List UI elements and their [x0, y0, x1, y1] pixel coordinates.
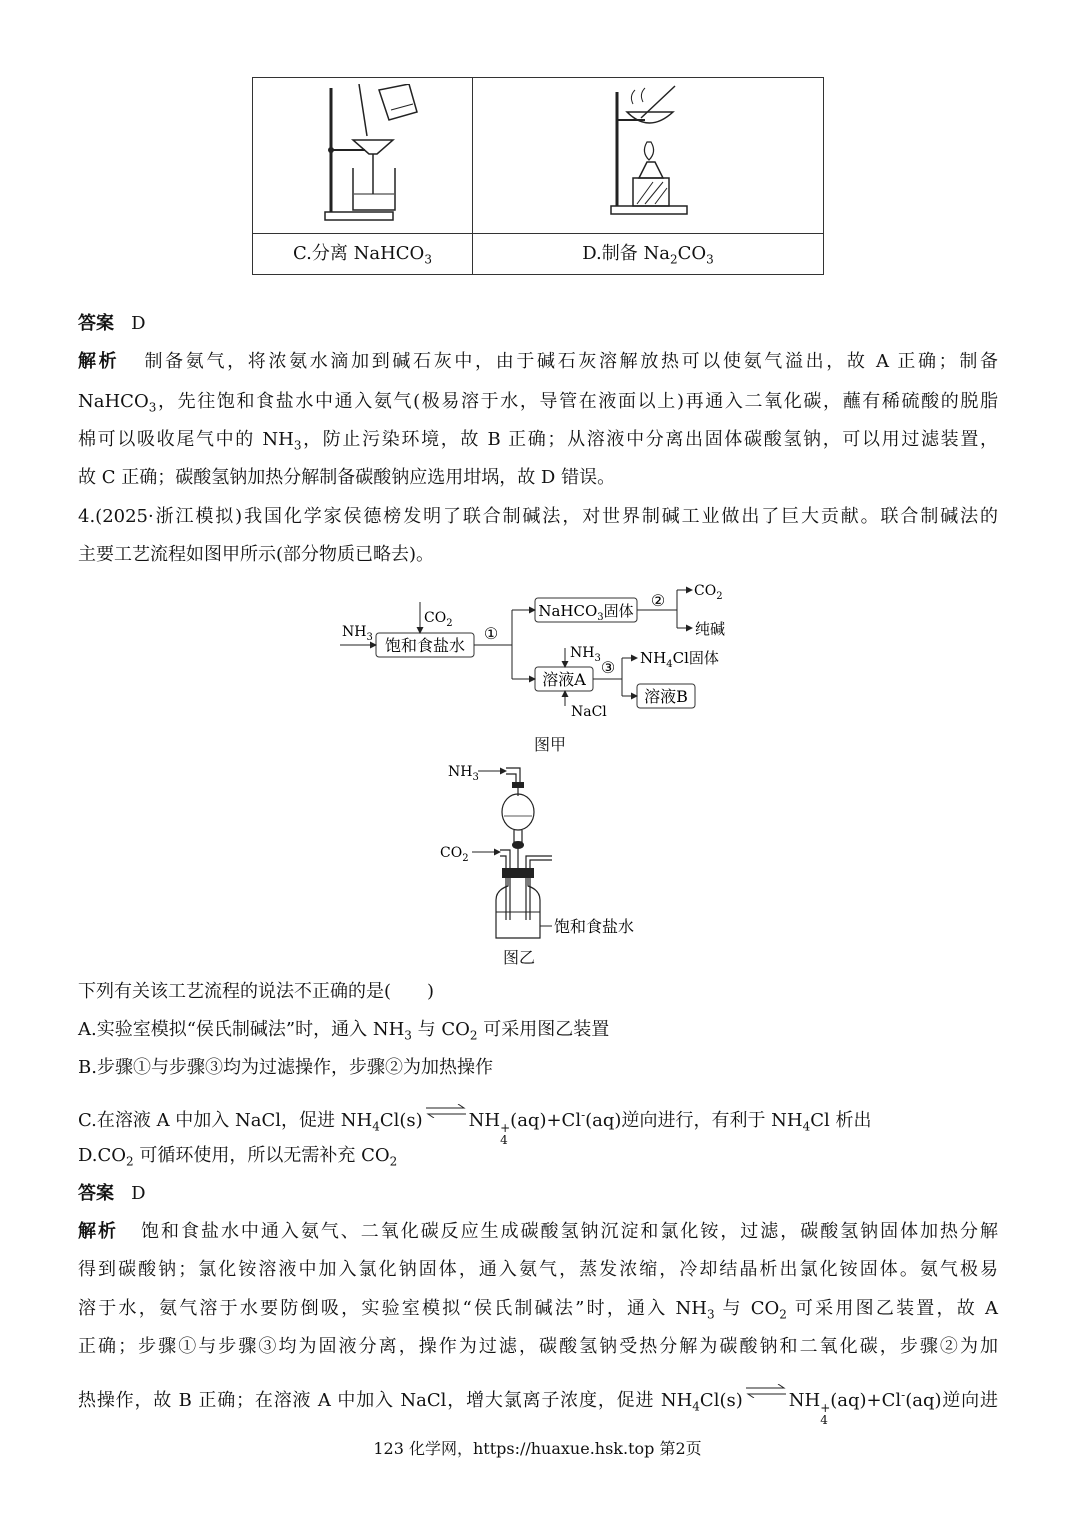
flow-out-nh4cl: $NH_4Cl$固体 [640, 649, 719, 670]
answer-2: 答案 D [78, 1183, 146, 1204]
figure-yi-caption: 图乙 [503, 948, 536, 967]
caption-c: C.分离 NaHCO$_3$ [293, 243, 432, 267]
flow-nh3-2-label: $NH_3$ [570, 645, 601, 664]
fig2-co2-label: $CO_2$ [440, 845, 469, 864]
option-b: B.步骤①与步骤③均为过滤操作，步骤②为加热操作 [78, 1057, 493, 1078]
flow-out-soda: 纯碱 [695, 620, 726, 638]
analysis-1-line-2: NaHCO$_3$，先往饱和食盐水中通入氨气(极易溶于水，导管在液面以上)再通入二氧化碳，蘸有稀硫酸的脱脂 [78, 391, 998, 415]
question-4-line-2: 主要工艺流程如图甲所示(部分物质已略去)。 [78, 544, 435, 565]
equilibrium-arrows-2 [744, 1384, 788, 1398]
fig2-nh3-label: $NH_3$ [448, 764, 479, 783]
flow-step1: ① [483, 624, 499, 643]
heating-apparatus-drawing [603, 82, 703, 222]
flow-box4-text: 溶液B [644, 687, 688, 706]
analysis-1-line-3: 棉可以吸收尾气中的 $NH_3$，防止污染环境，故 B 正确；从溶液中分离出固体碳酸氢钠，可以用过滤装置， [78, 429, 999, 453]
option-c: C.在溶液 A 中加入 NaCl，促进 $NH_4Cl(s)$ NH + 4 (aq)+Cl-(aq)逆向进行，有利于 $NH_4Cl$ 析出 [78, 1104, 998, 1146]
flow-step2: ② [650, 591, 666, 610]
figure-jia-caption: 图甲 [534, 735, 567, 754]
flow-nh3-label: $NH_3$ [342, 624, 373, 643]
question-stem: 下列有关该工艺流程的说法不正确的是( ) [78, 981, 435, 1002]
analysis-1-line-4: 故 C 正确；碳酸氢钠加热分解制备碳酸钠应选用坩埚，故 D 错误。 [78, 467, 616, 488]
gas-apparatus-drawing [438, 760, 658, 945]
option-a: A.实验室模拟“侯氏制碱法”时，通入 $NH_3$ 与 $CO_2$ 可采用图乙装置 [78, 1019, 610, 1043]
analysis-2-line-4: 正确；步骤①与步骤③均为固液分离，操作为过滤，碳酸氢钠受热分解为碳酸钠和二氧化碳，步骤②为加 [78, 1336, 998, 1357]
flow-out-co2: $CO_2$ [694, 583, 723, 602]
filtration-apparatus-drawing [313, 84, 433, 229]
question-4-line-1: 4.(2025·浙江模拟)我国化学家侯德榜发明了联合制碱法，对世界制碱工业做出了巨大贡献。联合制碱法的 [78, 506, 998, 527]
flow-co2-label: $CO_2$ [424, 610, 453, 629]
analysis-2-line-2: 得到碳酸钠；氯化铵溶液中加入氯化钠固体，通入氨气，蒸发浓缩，冷却结晶析出氯化铵固体。氨气极易 [78, 1259, 998, 1280]
caption-d: D.制备 $Na_2CO_3$ [582, 243, 714, 267]
analysis-2-line-3: 溶于水，氨气溶于水要防倒吸，实验室模拟“侯氏制碱法”时，通入 $NH_3$ 与 $CO_2$ 可采用图乙装置，故 A [78, 1298, 998, 1322]
flow-step3: ③ [600, 658, 616, 677]
page-footer: 123 化学网，https://huaxue.hsk.top 第2页 [373, 1439, 702, 1458]
flow-box2-text: NaHCO$_3$固体 [538, 602, 634, 623]
equilibrium-arrows [424, 1104, 468, 1118]
process-flow-diagram [340, 578, 740, 728]
analysis-2-line-5: 热操作，故 B 正确；在溶液 A 中加入 NaCl，增大氯离子浓度，促进 $NH_4Cl(s)$ NH + 4 (aq)+Cl-(aq)逆向进 [78, 1384, 998, 1426]
option-d: $D.CO_2$ 可循环使用，所以无需补充 $CO_2$ [78, 1145, 398, 1169]
answer-1: 答案 D [78, 313, 146, 334]
fig2-brine-label: 饱和食盐水 [554, 917, 635, 936]
apparatus-table [252, 77, 824, 275]
analysis-2-line-1: 解析 饱和食盐水中通入氨气、二氧化碳反应生成碳酸氢钠沉淀和氯化铵，过滤，碳酸氢钠固体加热分解 [78, 1221, 998, 1242]
flow-nacl-label: NaCl [571, 704, 607, 720]
flow-box1-text: 饱和食盐水 [384, 636, 466, 655]
flow-box3-text: 溶液A [542, 670, 586, 689]
analysis-1-line-1: 解析 制备氨气，将浓氨水滴加到碱石灰中，由于碱石灰溶解放热可以使氨气溢出，故 A 正确；制备 [78, 351, 998, 372]
